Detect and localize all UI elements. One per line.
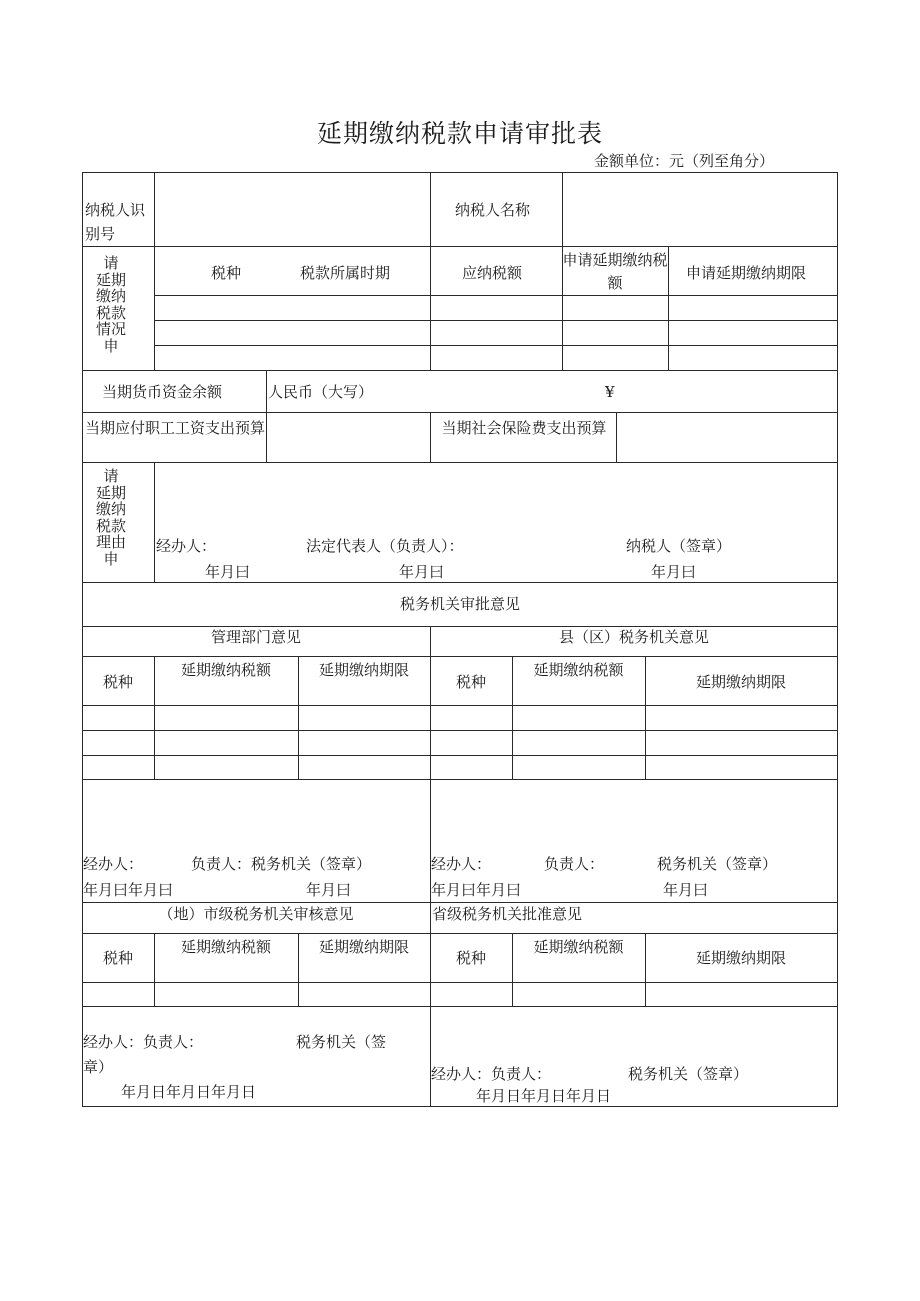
social-insurance-budget-label: 当期社会保险费支出预算 [441,419,607,437]
province-col-period: 延期缴纳期限 [695,949,786,967]
city-seal-2: 章） [83,1058,114,1076]
mgmt-col-tax-type: 税种 [102,673,133,691]
city-title: （地）市级税务机关审核意见 [158,905,354,923]
reason-legal-rep: 法定代表人（负责人）： [306,537,464,555]
col-apply-deferral-period: 申请延期缴纳期限 [686,264,807,282]
mgmt-handler: 经办人： [83,855,144,873]
col-tax-type: 税种 [211,264,242,282]
apply-side-label: 请 延期 缴纳 税款 情况 申 [95,254,126,355]
mgmt-col-period: 延期缴纳期限 [318,661,409,679]
rmb-capital-label: 人民币（大写） [268,383,374,401]
mgmt-col-amount: 延期缴纳税额 [180,661,271,679]
mgmt-principal-seal: 负责人：税务机关（签章） [191,855,372,873]
reason-date-2: 年月曰 [399,563,445,581]
city-col-amount: 延期缴纳税额 [180,938,271,956]
taxpayer-id-label: 纳税人识别号 [85,201,146,243]
reason-taxpayer-seal: 纳税人（签章） [626,537,732,555]
province-seal: 税务机关（签章） [628,1065,749,1083]
reason-date-3: 年月曰 [651,563,697,581]
mgmt-date-1: 年月曰年月曰 [83,881,174,899]
province-title: 省级税务机关批准意见 [432,905,583,923]
yen-sign: ¥ [605,383,615,401]
county-handler: 经办人： [431,855,492,873]
city-col-tax-type: 税种 [102,949,133,967]
taxpayer-name-label: 纳税人名称 [455,201,531,219]
amount-unit: 金额单位：元（列至角分） [593,152,774,170]
reason-date-1: 年月曰 [205,563,251,581]
mgmt-dept-title: 管理部门意见 [210,628,301,646]
county-date-2: 年月曰 [663,881,709,899]
col-tax-payable: 应纳税额 [462,264,523,282]
county-col-amount: 延期缴纳税额 [533,661,624,679]
county-col-tax-type: 税种 [455,673,486,691]
city-col-period: 延期缴纳期限 [318,938,409,956]
reason-side-label: 请 延期 缴纳 税款 理由 申 [95,467,126,568]
province-date: 年月日年月日年月日 [476,1087,612,1105]
approval-section-title: 税务机关审批意见 [399,595,520,613]
col-tax-period: 税款所属时期 [300,264,391,282]
reason-handler: 经办人： [156,537,217,555]
province-handler: 经办人：负责人： [431,1065,552,1083]
col-apply-deferral-amount: 申请延期缴纳税额 [562,251,668,292]
salary-budget-label: 当期应付职工工资支出预算 [84,419,265,437]
city-handler: 经办人：负责人： [83,1033,204,1051]
county-seal: 税务机关（签章） [657,855,778,873]
county-title: 县（区）税务机关意见 [558,628,709,646]
mgmt-date-2: 年月曰 [306,881,352,899]
province-col-tax-type: 税种 [455,949,486,967]
county-date-1: 年月曰年月曰 [431,881,522,899]
page-title: 延期缴纳税款申请审批表 [316,119,603,148]
county-col-period: 延期缴纳期限 [695,673,786,691]
province-col-amount: 延期缴纳税额 [533,938,624,956]
cash-balance-label: 当期货币资金余额 [102,383,223,401]
city-seal: 税务机关（签 [296,1033,387,1051]
city-date: 年月日年月日年月日 [121,1083,257,1101]
county-principal: 负责人： [544,855,605,873]
